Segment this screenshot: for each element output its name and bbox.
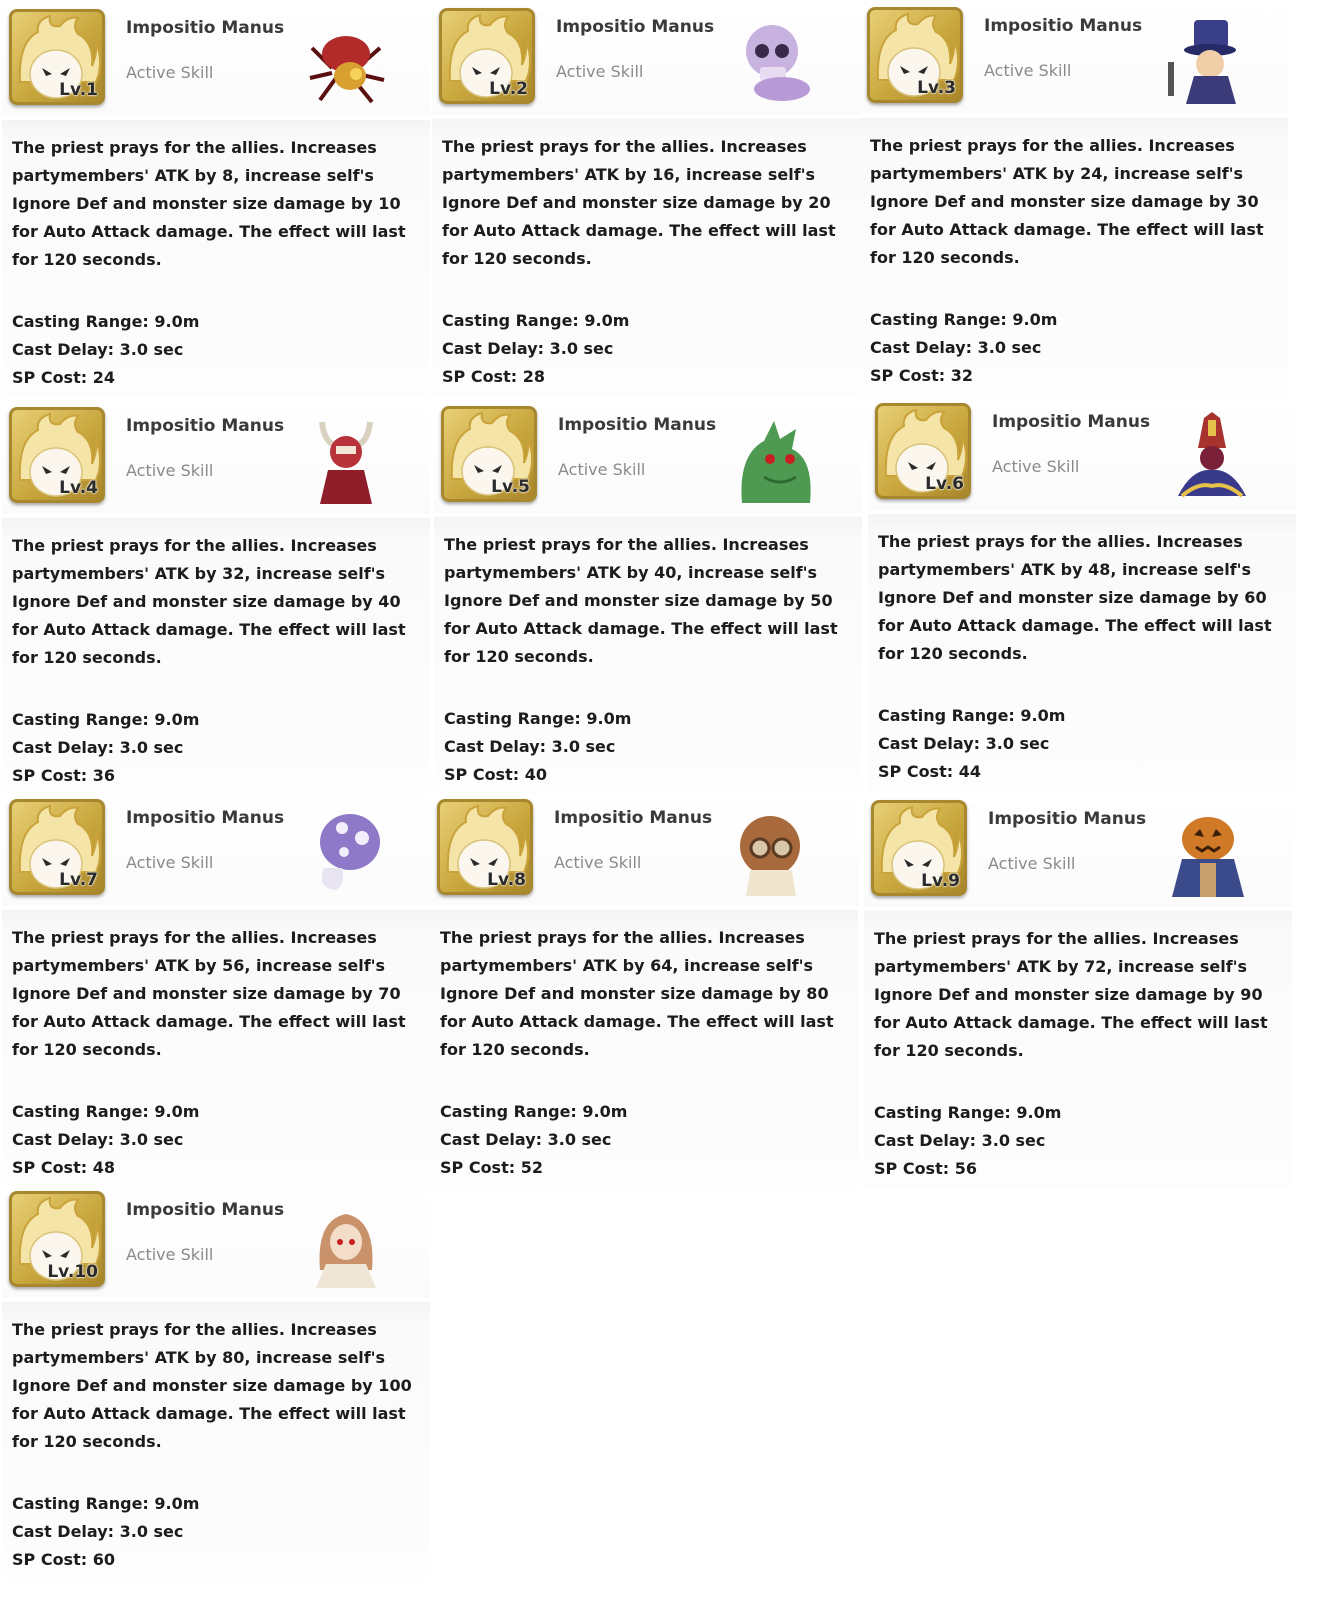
skill-card-header xyxy=(2,4,430,116)
skill-name: Impositio Manus xyxy=(126,18,285,38)
skill-description: The priest prays for the allies. Increases partymembers' ATK by 32, increase self's Ignore Def and monster size damage by 40 for Auto Attack damage. The effect will last for 120 seconds. xyxy=(12,536,406,667)
skill-description: The priest prays for the allies. Increases partymembers' ATK by 80, increase self's Ignore Def and monster size damage by 100 for Auto Attack damage. The effect will last for 120 seconds. xyxy=(12,1320,412,1451)
skill-description: The priest prays for the allies. Increases partymembers' ATK by 16, increase self's Ignore Def and monster size damage by 20 for Auto Attack damage. The effect will last for 120 seconds. xyxy=(442,137,836,268)
skill-description: The priest prays for the allies. Increases partymembers' ATK by 64, increase self's Ignore Def and monster size damage by 80 for Auto Attack damage. The effect will last for 120 seconds. xyxy=(440,928,834,1059)
sp-cost: SP Cost: 40 xyxy=(444,765,547,784)
skill-card xyxy=(2,4,430,396)
cast-delay: Cast Delay: 3.0 sec xyxy=(444,737,616,756)
skill-card-body xyxy=(868,514,1296,790)
pumpkin-scarecrow-monster-icon xyxy=(1164,809,1252,897)
skill-card xyxy=(2,794,430,1186)
sp-cost: SP Cost: 24 xyxy=(12,368,115,387)
casting-range: Casting Range: 9.0m xyxy=(440,1102,628,1121)
casting-range: Casting Range: 9.0m xyxy=(870,310,1058,329)
skill-card xyxy=(864,795,1292,1187)
skill-card xyxy=(434,401,862,793)
skill-icon xyxy=(875,403,971,499)
bishop-monster-icon xyxy=(1168,412,1256,500)
skill-card-header xyxy=(860,2,1288,114)
skill-level-label: Lv.6 xyxy=(925,474,964,494)
skill-description: The priest prays for the allies. Increases partymembers' ATK by 72, increase self's Ignore Def and monster size damage by 90 for Auto Attack damage. The effect will last for 120 seconds. xyxy=(874,929,1268,1060)
skill-icon xyxy=(439,8,535,104)
cast-delay: Cast Delay: 3.0 sec xyxy=(440,1130,612,1149)
skill-level-label: Lv.2 xyxy=(489,79,528,99)
sp-cost: SP Cost: 48 xyxy=(12,1158,115,1177)
skill-level-label: Lv.8 xyxy=(487,870,526,890)
skill-level-label: Lv.7 xyxy=(59,870,98,890)
skill-card-header xyxy=(868,398,1296,510)
goggles-monster-icon xyxy=(730,808,818,896)
skill-stats xyxy=(12,1098,199,1182)
skill-icon xyxy=(9,9,105,105)
skill-name: Impositio Manus xyxy=(558,415,717,435)
skill-card-body xyxy=(434,517,862,793)
skill-stats xyxy=(12,1490,199,1574)
skill-type: Active Skill xyxy=(556,62,644,81)
skill-type: Active Skill xyxy=(558,460,646,479)
dragon-monster-icon xyxy=(734,415,822,503)
sp-cost: SP Cost: 32 xyxy=(870,366,973,385)
skill-stats xyxy=(442,307,629,391)
skill-type: Active Skill xyxy=(126,63,214,82)
skill-name: Impositio Manus xyxy=(126,808,285,828)
skill-description: The priest prays for the allies. Increases partymembers' ATK by 56, increase self's Ignore Def and monster size damage by 70 for Auto Attack damage. The effect will last for 120 seconds. xyxy=(12,928,406,1059)
skill-stats xyxy=(12,706,199,790)
skill-name: Impositio Manus xyxy=(126,416,285,436)
skill-name: Impositio Manus xyxy=(988,809,1147,829)
sp-cost: SP Cost: 44 xyxy=(878,762,981,781)
skill-type: Active Skill xyxy=(992,457,1080,476)
skill-description: The priest prays for the allies. Increases partymembers' ATK by 8, increase self's Ignore Def and monster size damage by 10 for Auto Attack damage. The effect will last for 120 seconds. xyxy=(12,138,406,269)
skill-level-label: Lv.10 xyxy=(47,1262,98,1282)
skill-level-label: Lv.4 xyxy=(59,478,98,498)
skill-type: Active Skill xyxy=(126,1245,214,1264)
cast-delay: Cast Delay: 3.0 sec xyxy=(870,338,1042,357)
skill-card-body xyxy=(864,911,1292,1187)
sp-cost: SP Cost: 52 xyxy=(440,1158,543,1177)
mushroom-monster-icon xyxy=(302,808,390,896)
skill-type: Active Skill xyxy=(126,853,214,872)
skill-icon xyxy=(9,407,105,503)
skill-name: Impositio Manus xyxy=(992,412,1151,432)
horned-demon-monster-icon xyxy=(302,416,390,504)
cast-delay: Cast Delay: 3.0 sec xyxy=(442,339,614,358)
skill-stats xyxy=(12,308,199,392)
skull-monster-icon xyxy=(732,17,820,105)
spider-monster-icon xyxy=(302,18,390,106)
sp-cost: SP Cost: 56 xyxy=(874,1159,977,1178)
skill-card-header xyxy=(2,1186,430,1298)
skill-card-body xyxy=(2,518,430,794)
skill-type: Active Skill xyxy=(988,854,1076,873)
skill-card-body xyxy=(860,118,1288,394)
cast-delay: Cast Delay: 3.0 sec xyxy=(12,1522,184,1541)
skill-card-header xyxy=(864,795,1292,907)
skill-level-label: Lv.1 xyxy=(59,80,98,100)
skill-card-body xyxy=(432,119,860,395)
skill-name: Impositio Manus xyxy=(554,808,713,828)
casting-range: Casting Range: 9.0m xyxy=(12,710,200,729)
skill-card-header xyxy=(2,402,430,514)
cast-delay: Cast Delay: 3.0 sec xyxy=(12,340,184,359)
sp-cost: SP Cost: 28 xyxy=(442,367,545,386)
cast-delay: Cast Delay: 3.0 sec xyxy=(12,1130,184,1149)
skill-card-header xyxy=(434,401,862,513)
cast-delay: Cast Delay: 3.0 sec xyxy=(12,738,184,757)
skill-stats xyxy=(878,702,1065,786)
casting-range: Casting Range: 9.0m xyxy=(442,311,630,330)
skill-type: Active Skill xyxy=(554,853,642,872)
skill-description: The priest prays for the allies. Increases partymembers' ATK by 24, increase self's Ignore Def and monster size damage by 30 for Auto Attack damage. The effect will last for 120 seconds. xyxy=(870,136,1264,267)
skill-level-label: Lv.9 xyxy=(921,871,960,891)
skill-card xyxy=(2,402,430,794)
skill-icon xyxy=(867,7,963,103)
skill-icon xyxy=(9,1191,105,1287)
skill-card-body xyxy=(430,910,858,1186)
skill-type: Active Skill xyxy=(984,61,1072,80)
skill-name: Impositio Manus xyxy=(126,1200,285,1220)
skill-card xyxy=(2,1186,430,1578)
casting-range: Casting Range: 9.0m xyxy=(12,1102,200,1121)
skill-card xyxy=(432,3,860,395)
skill-card-header xyxy=(430,794,858,906)
skill-icon xyxy=(437,799,533,895)
skill-level-label: Lv.3 xyxy=(917,78,956,98)
casting-range: Casting Range: 9.0m xyxy=(12,1494,200,1513)
hat-soldier-monster-icon xyxy=(1160,16,1248,104)
skill-level-label: Lv.5 xyxy=(491,477,530,497)
skill-card-header xyxy=(2,794,430,906)
casting-range: Casting Range: 9.0m xyxy=(444,709,632,728)
cast-delay: Cast Delay: 3.0 sec xyxy=(878,734,1050,753)
girl-monster-icon xyxy=(302,1200,390,1288)
skill-card-body xyxy=(2,910,430,1186)
casting-range: Casting Range: 9.0m xyxy=(874,1103,1062,1122)
casting-range: Casting Range: 9.0m xyxy=(12,312,200,331)
sp-cost: SP Cost: 36 xyxy=(12,766,115,785)
skill-description: The priest prays for the allies. Increases partymembers' ATK by 40, increase self's Ignore Def and monster size damage by 50 for Auto Attack damage. The effect will last for 120 seconds. xyxy=(444,535,838,666)
skill-icon xyxy=(871,800,967,896)
casting-range: Casting Range: 9.0m xyxy=(878,706,1066,725)
skill-name: Impositio Manus xyxy=(984,16,1143,36)
cast-delay: Cast Delay: 3.0 sec xyxy=(874,1131,1046,1150)
skill-stats xyxy=(444,705,631,789)
skill-icon xyxy=(9,799,105,895)
skill-stats xyxy=(874,1099,1061,1183)
skill-card-header xyxy=(432,3,860,115)
skill-card-body xyxy=(2,120,430,396)
skill-card xyxy=(868,398,1296,790)
skill-card xyxy=(430,794,858,1186)
skill-card xyxy=(860,2,1288,394)
skill-icon xyxy=(441,406,537,502)
skill-stats xyxy=(440,1098,627,1182)
skill-name: Impositio Manus xyxy=(556,17,715,37)
skill-card-body xyxy=(2,1302,430,1578)
skill-stats xyxy=(870,306,1057,390)
skill-type: Active Skill xyxy=(126,461,214,480)
sp-cost: SP Cost: 60 xyxy=(12,1550,115,1569)
skill-description: The priest prays for the allies. Increases partymembers' ATK by 48, increase self's Ignore Def and monster size damage by 60 for Auto Attack damage. The effect will last for 120 seconds. xyxy=(878,532,1272,663)
